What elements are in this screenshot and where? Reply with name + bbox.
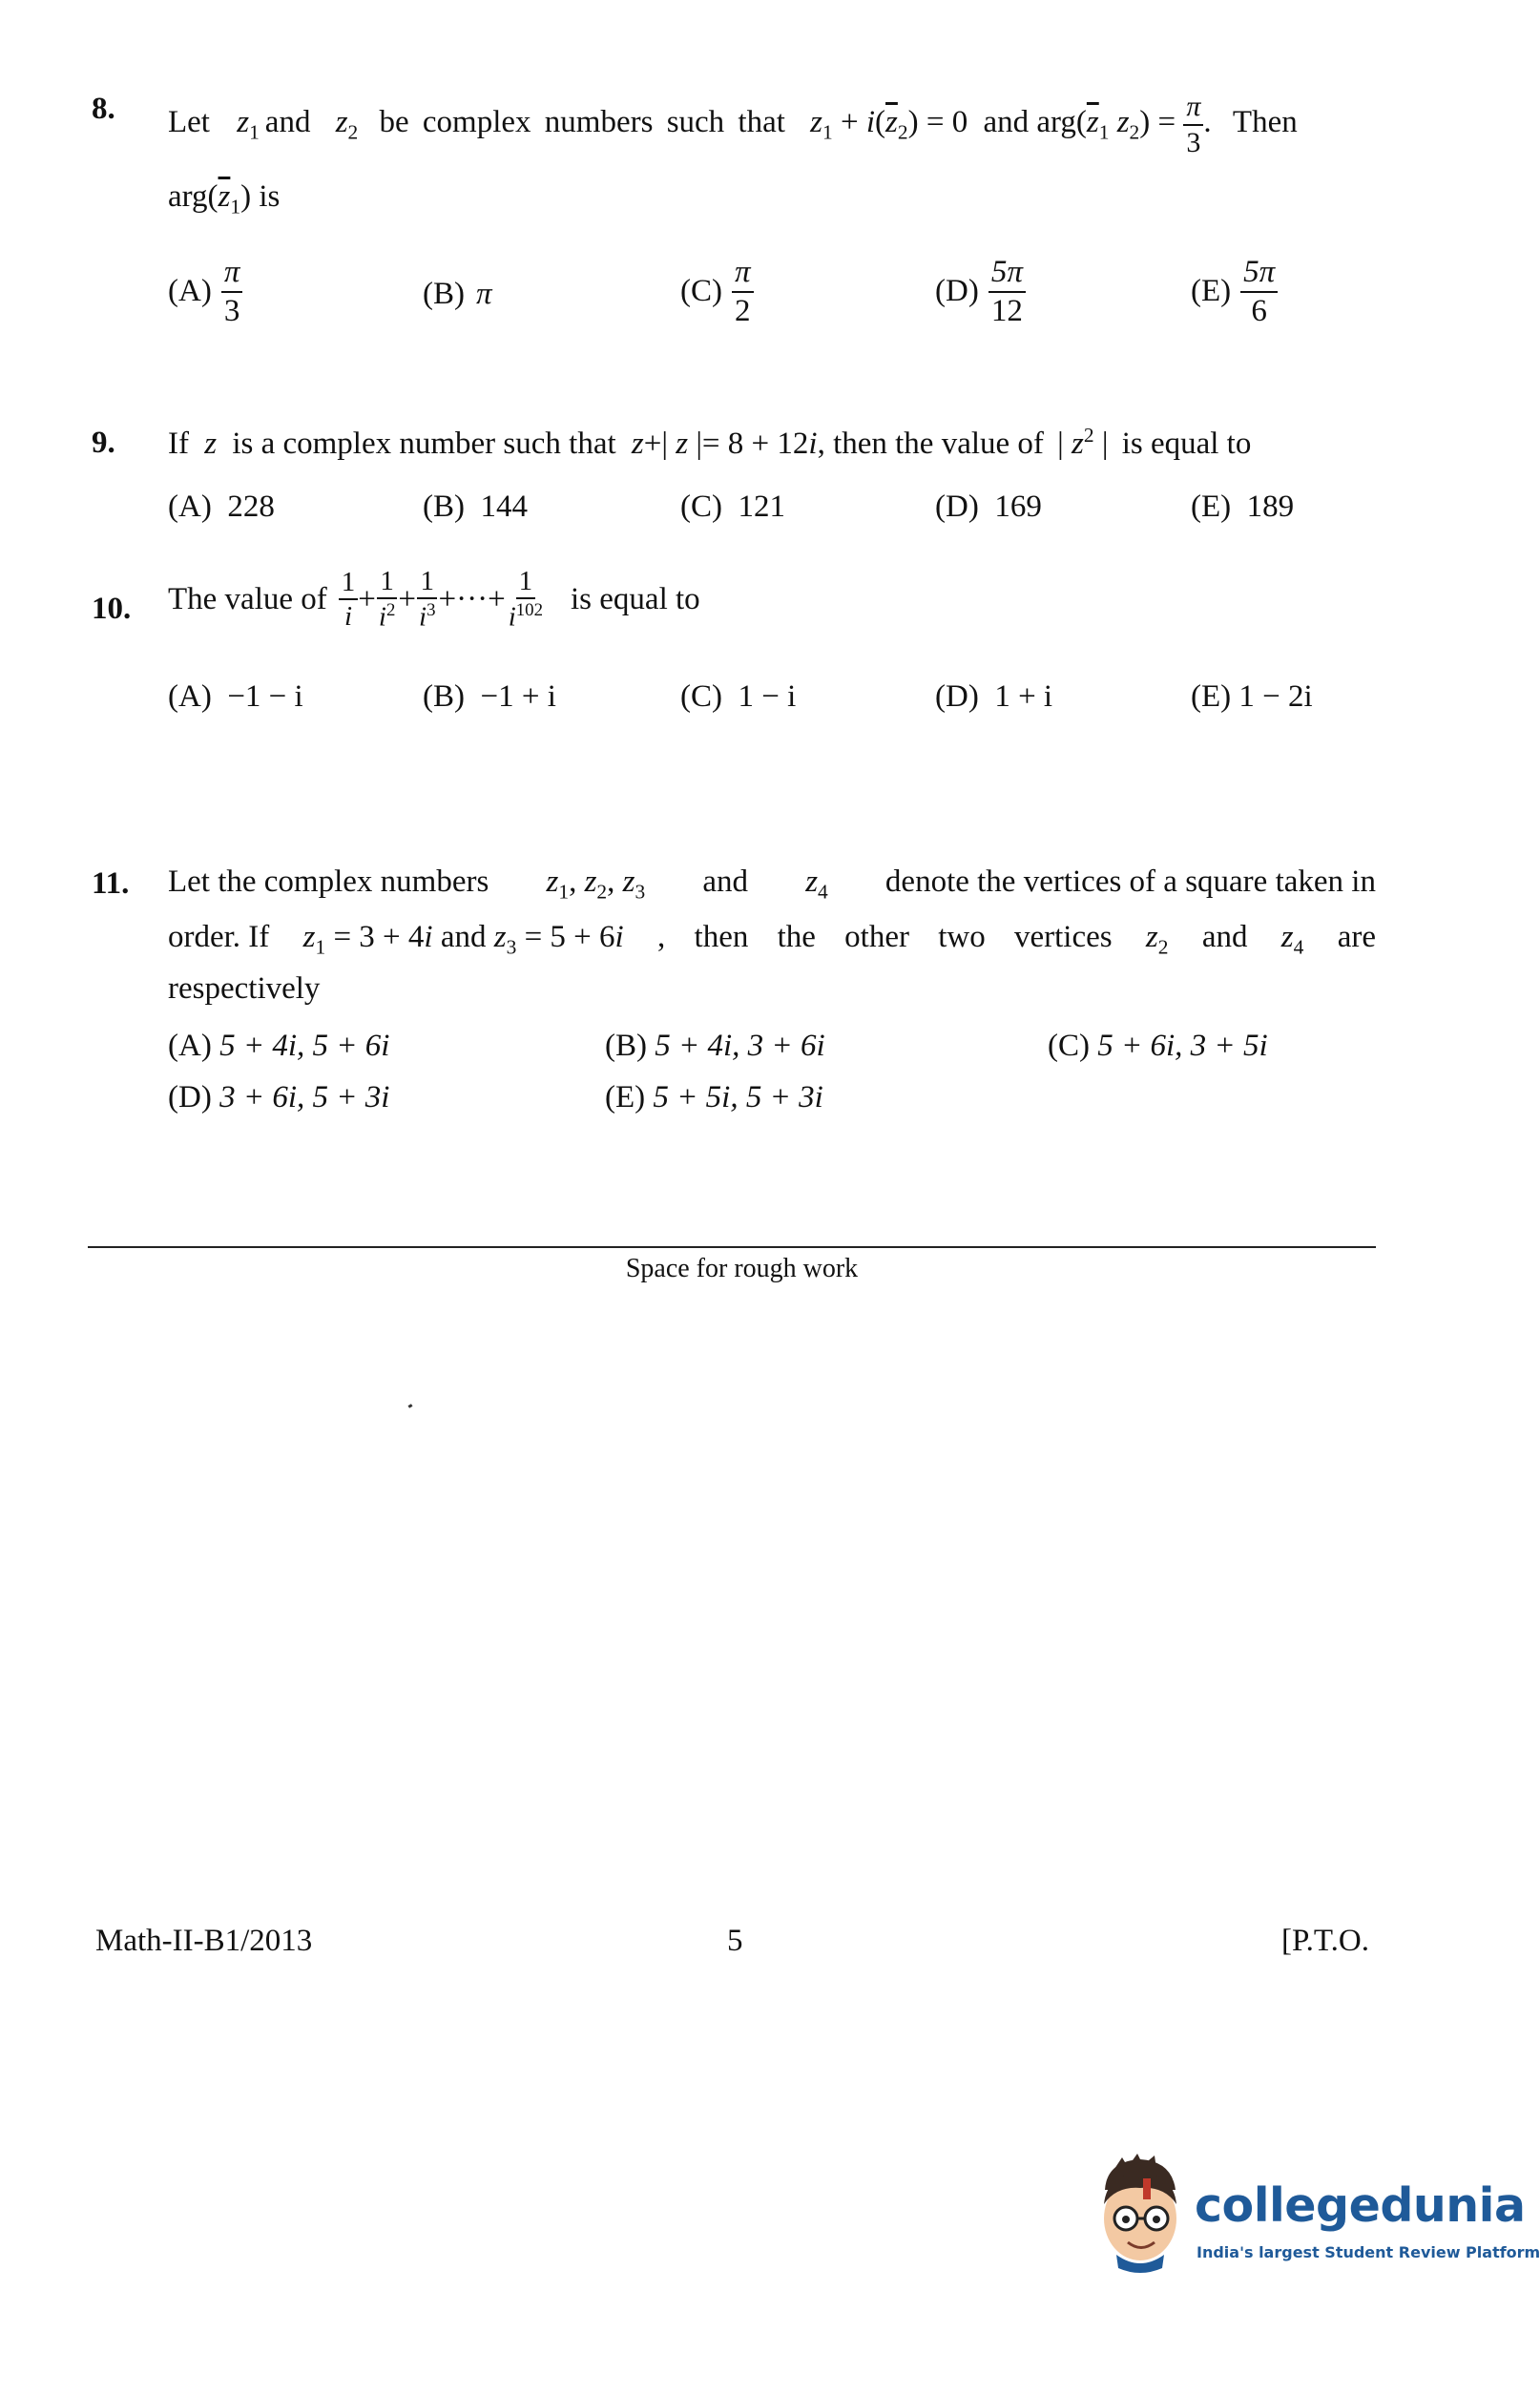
option-text: 1 − i — [738, 679, 797, 714]
q11-line2-a: order. If — [168, 920, 270, 954]
option-text: 1 + i — [994, 679, 1053, 714]
q10-option-d[interactable] — [935, 679, 1052, 715]
option-label: (E) — [1191, 274, 1232, 309]
rough-work-label: Space for rough work — [625, 1254, 859, 1283]
option-label: (E) — [1191, 679, 1232, 714]
q10-option-e[interactable] — [1191, 679, 1313, 715]
option-text: 169 — [994, 489, 1042, 524]
stray-mark — [408, 1404, 413, 1408]
q11-line2-and: and — [440, 920, 487, 954]
q9-option-a[interactable] — [168, 489, 275, 525]
q8-be: be complex numbers such that — [379, 105, 785, 140]
option-label: (E) — [1191, 489, 1232, 524]
page-number: 5 — [727, 1924, 743, 1958]
option-text: −1 + i — [480, 679, 556, 714]
q11-option-a[interactable] — [168, 1029, 389, 1064]
question-8-line2: $arg(\overline{z}_1)$ is — [168, 179, 281, 219]
option-label: (D) — [935, 489, 979, 524]
option-text: 3 + 6i, 5 + 3i — [219, 1080, 390, 1114]
q11-line1: Let the complex numbers — [168, 864, 489, 899]
q9-text-c: , then the value of — [817, 427, 1044, 461]
option-den: 3 — [223, 293, 240, 328]
option-label: (B) — [423, 277, 465, 311]
option-label: (A) — [168, 1029, 212, 1063]
q10-option-b[interactable] — [423, 679, 556, 715]
q8-pi: π — [1183, 92, 1203, 126]
q8-option-a[interactable] — [168, 256, 242, 327]
option-text: 5 + 4i, 5 + 6i — [219, 1029, 390, 1063]
q11-option-d[interactable] — [168, 1080, 389, 1115]
option-text: 189 — [1246, 489, 1295, 524]
option-num: π — [732, 256, 754, 293]
pto-label: [P.T.O. — [1281, 1924, 1369, 1958]
option-label: (C) — [1048, 1029, 1090, 1063]
q10-option-c[interactable] — [680, 679, 796, 715]
q11-line2-are: are — [1337, 920, 1376, 954]
question-number-9: 9. — [92, 426, 115, 460]
option-num: π — [221, 256, 243, 293]
q8-and1: and — [264, 105, 311, 140]
question-number-11: 11. — [92, 866, 130, 901]
question-number-10: 10. — [92, 592, 132, 626]
question-11-line1: Let the complex numbers $z_1$, $z_2$, $z_3$ and $z_4$ denote the vertices of a square taken in — [168, 864, 1376, 904]
footer-code: Math-II-B1/2013 — [95, 1924, 313, 1958]
q11-line1-end: denote the vertices of a square taken in — [884, 864, 1376, 899]
question-10-text: The value of $\frac{1}{i}$ + $\frac{1}{i^2}$ + $\frac{1}{i^3}$ +···+ $\frac{1}{i^{102}}$ is equal to — [168, 566, 700, 634]
option-label: (C) — [680, 274, 722, 309]
option-text: 144 — [480, 489, 528, 524]
q8-option-b[interactable] — [423, 277, 492, 312]
option-den: 12 — [990, 293, 1023, 328]
option-label: (B) — [423, 679, 465, 714]
q9-text-d: is equal to — [1121, 427, 1252, 461]
question-11-line2: order. If $z_1 = 3 + 4i$ and $z_3 = 5 + 6i$ , then the other two vertices $z_2$ and $z_4$ are — [168, 920, 1376, 959]
option-label: (C) — [680, 679, 722, 714]
option-text: 5 + 6i, 3 + 5i — [1097, 1029, 1268, 1063]
q11-option-b[interactable] — [605, 1029, 825, 1064]
q9-option-d[interactable] — [935, 489, 1042, 525]
option-label: (B) — [423, 489, 465, 524]
option-label: (B) — [605, 1029, 647, 1063]
q8-option-c[interactable] — [680, 256, 754, 327]
q11-option-e[interactable] — [605, 1080, 823, 1115]
option-text: 5 + 5i, 5 + 3i — [653, 1080, 823, 1114]
question-11-line3: respectively — [168, 971, 321, 1006]
question-9-text: If z is a complex number such that z+| z |= 8 + 12i, then the value of | $z^2$ | is equal to — [168, 424, 1252, 461]
student-mascot-icon — [1088, 2152, 1193, 2276]
q10-option-a[interactable] — [168, 679, 303, 715]
option-label: (D) — [935, 274, 979, 309]
q10-text-b: is equal to — [571, 581, 700, 616]
q11-line2-b: , then the other two vertices — [657, 920, 1113, 954]
q8-is: is — [259, 179, 281, 214]
q8-and2: and arg — [983, 105, 1076, 140]
q8-then: Then — [1232, 105, 1298, 140]
logo-name: collegedunia — [1195, 2178, 1526, 2233]
q11-line1-and: and — [702, 864, 749, 899]
question-number-8: 8. — [92, 92, 115, 126]
option-label: (C) — [680, 489, 722, 524]
q9-text-b: is a complex number such that — [232, 427, 616, 461]
q8-intro: Let — [168, 105, 210, 140]
rough-work-divider — [88, 1246, 1376, 1248]
question-8-line1: Let $z_1$ and $z_2$ be complex numbers such that $z_1 + i(\overline{z}_2) = 0$ and $arg(\overline{z}_1$ $z_2$) = $\frac{\pi}{3}$ . Then — [168, 91, 1298, 158]
option-label: (D) — [168, 1080, 212, 1114]
option-text: 1 − 2i — [1238, 679, 1313, 714]
q8-option-e[interactable] — [1191, 256, 1278, 327]
option-num: 5π — [989, 256, 1026, 293]
option-num: 5π — [1240, 256, 1278, 293]
q9-option-c[interactable] — [680, 489, 785, 525]
option-label: (D) — [935, 679, 979, 714]
option-label: (A) — [168, 679, 212, 714]
option-label: (A) — [168, 489, 212, 524]
q11-option-c[interactable] — [1048, 1029, 1268, 1064]
option-text: π — [476, 277, 492, 311]
q9-text-a: If — [168, 427, 189, 461]
option-den: 6 — [1251, 293, 1267, 328]
option-text: −1 − i — [227, 679, 303, 714]
q10-text-a: The value of — [168, 581, 327, 616]
q9-option-e[interactable] — [1191, 489, 1294, 525]
q9-option-b[interactable] — [423, 489, 528, 525]
logo-tagline: India's largest Student Review Platform — [1197, 2243, 1540, 2261]
option-text: 121 — [738, 489, 785, 524]
option-text: 228 — [227, 489, 275, 524]
q11-line2-and2: and — [1201, 920, 1248, 954]
q8-option-d[interactable] — [935, 256, 1026, 327]
option-label: (E) — [605, 1080, 646, 1114]
q8-three: 3 — [1186, 126, 1201, 158]
option-label: (A) — [168, 274, 212, 309]
option-den: 2 — [735, 293, 751, 328]
collegedunia-logo — [1088, 2152, 1540, 2276]
option-text: 5 + 4i, 3 + 6i — [655, 1029, 825, 1063]
